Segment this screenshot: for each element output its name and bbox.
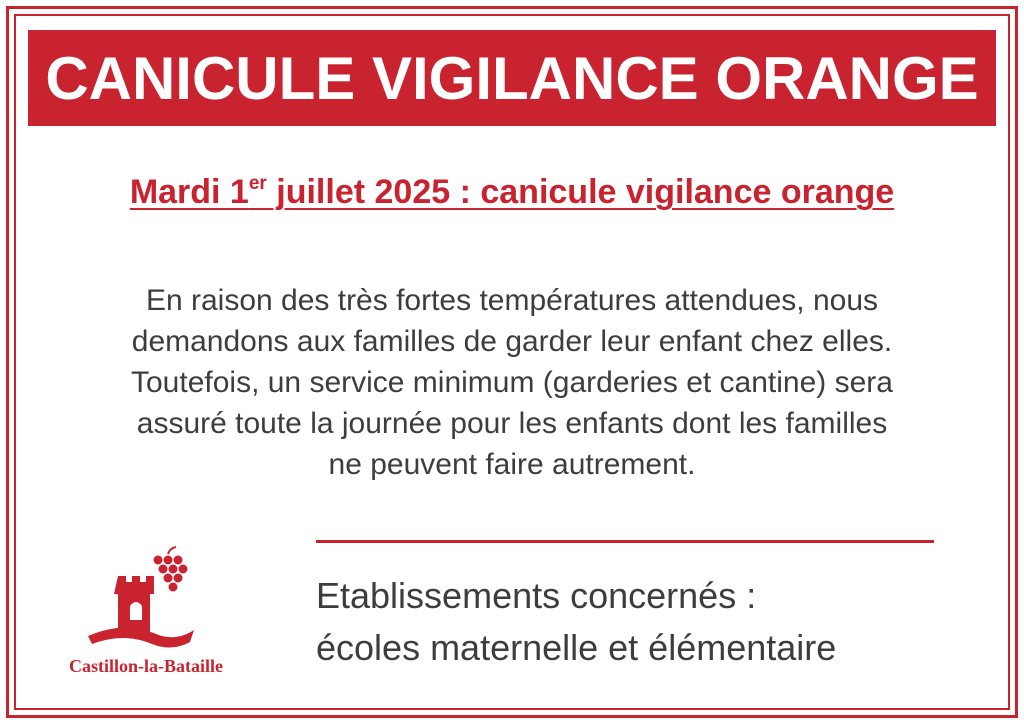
title-banner — [28, 30, 996, 126]
date-heading-prefix: Mardi 1 — [129, 173, 249, 211]
divider-line — [316, 540, 934, 543]
notice-line: Toutefois, un service minimum (garderies et cantine) sera — [131, 366, 893, 399]
town-name: Castillon-la-Bataille — [69, 656, 223, 676]
date-heading-suffix: juillet 2025 : canicule vigilance orange — [266, 173, 895, 211]
notice-line: En raison des très fortes températures attendues, nous — [145, 284, 879, 317]
notice-line: ne peuvent faire autrement. — [328, 448, 696, 481]
date-heading-superscript: er — [248, 173, 267, 194]
castle-tower-grapes-logo-icon — [86, 544, 196, 654]
notice-line: assuré toute la journée pour les enfants dont les familles — [136, 407, 888, 440]
notice-paragraph — [40, 280, 984, 485]
concerned-schools — [316, 570, 996, 674]
schools-heading: Etablissements concernés : — [316, 575, 757, 616]
schools-list: écoles maternelle et élémentaire — [316, 627, 837, 668]
town-logo — [40, 544, 252, 684]
date-heading — [0, 173, 1024, 212]
banner-title: CANICULE VIGILANCE ORANGE — [45, 44, 979, 112]
notice-line: demandons aux familles de garder leur enfant chez elles. — [131, 325, 893, 358]
